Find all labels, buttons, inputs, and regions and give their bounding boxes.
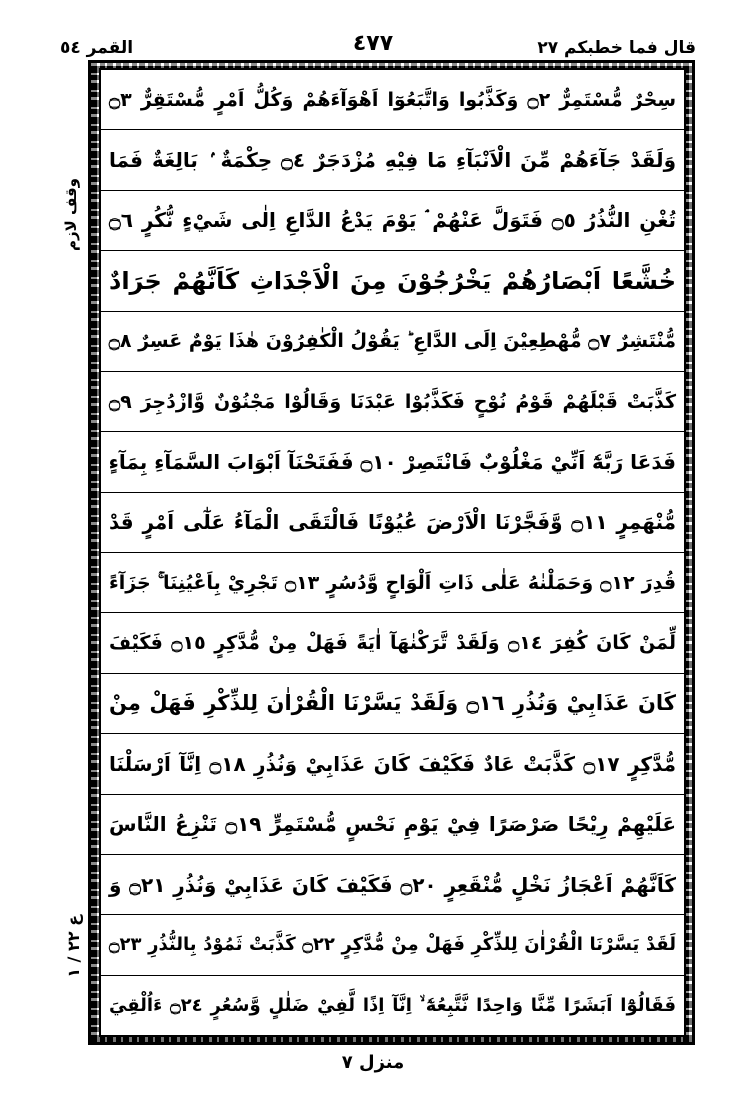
- text-line: [101, 432, 684, 492]
- text-block: [99, 68, 686, 1037]
- text-line: [101, 251, 684, 311]
- juz-title: قال فما خطبكم ٢٧: [537, 38, 696, 58]
- verse-text: قُدِرَ ۝١٢ وَحَمَلْنٰهُ عَلٰى ذَاتِ اَلْوَاحٍ وَّدُسُرٍ ۝١٣ تَجْرِيْ بِاَعْيُنِنَا ۚ جَزَآءً: [109, 571, 677, 594]
- text-line: [101, 372, 684, 432]
- text-line: [101, 855, 684, 915]
- text-line: [101, 312, 684, 372]
- waqf-margin-note: وقف لازم: [62, 178, 80, 252]
- verse-text: تُغْنِ النُّذُرُ ۝٥ فَتَوَلَّ عَنْهُمْ ۘ يَوْمَ يَدْعُ الدَّاعِ اِلٰى شَيْءٍ نُّكُرٍ ۝٦: [109, 208, 676, 233]
- verse-text: كَانَ عَذَابِيْ وَنُذُرِ ۝١٦ وَلَقَدْ يَسَّرْنَا الْقُرْاٰنَ لِلذِّكْرِ فَهَلْ مِنْ: [109, 691, 676, 716]
- manzil-label: منزل ٧: [341, 1052, 405, 1073]
- verse-text: كَذَّبَتْ قَبْلَهُمْ قَوْمُ نُوْحٍ فَكَذَّبُوْا عَبْدَنَا وَقَالُوْا مَجْنُوْنٌ وَّازْدُجِرَ ۝٩: [109, 390, 676, 413]
- verse-text: لِّمَنْ كَانَ كُفِرَ ۝١٤ وَلَقَدْ تَّرَكْنٰهَآ اٰيَةً فَهَلْ مِنْ مُّدَّكِرٍ ۝١٥ فَكَيْفَ: [109, 632, 676, 655]
- verse-text: فَقَالُوْٓا اَبَشَرًا مِّنَّا وَاحِدًا نَّتَّبِعُهٗٓ ۙ اِنَّآ اِذًا لَّفِيْ ضَلٰلٍ وَّسُعُرٍ ۝٢٤ ءَاُلْقِيَ: [109, 994, 676, 1016]
- verse-text: عَلَيْهِمْ رِيْحًا صَرْصَرًا فِيْ يَوْمِ نَحْسٍ مُّسْتَمِرٍّ ۝١٩ تَنْزِعُ النَّاسَ: [109, 812, 676, 837]
- text-line: [101, 795, 684, 855]
- verse-text: فَدَعَا رَبَّهٗٓ اَنِّيْ مَغْلُوْبٌ فَانْتَصِرْ ۝١٠ فَفَتَحْنَآ اَبْوَابَ السَّمَآءِ بِمَآءٍ: [108, 449, 676, 474]
- verse-text: مُّنْتَشِرٌ ۝٧ مُّهْطِعِيْنَ اِلَى الدَّاعِ ؕ يَقُوْلُ الْكٰفِرُوْنَ هٰذَا يَوْمٌ عَسِرٌ ۝٨: [108, 330, 676, 353]
- ruku-marker: ع ٢٢ / ١: [64, 915, 83, 978]
- text-line: [101, 130, 684, 190]
- verse-text: لَقَدْ يَسَّرْنَا الْقُرْاٰنَ لِلذِّكْرِ فَهَلْ مِنْ مُّدَّكِرٍ ۝٢٢ كَذَّبَتْ ثَمُوْدُ بِالنُّذُرِ ۝٢٣: [109, 934, 676, 956]
- verse-text: كَاَنَّهُمْ اَعْجَازُ نَخْلٍ مُّنْقَعِرٍ ۝٢٠ فَكَيْفَ كَانَ عَذَابِيْ وَنُذُرِ ۝٢١ وَ: [109, 872, 676, 897]
- page-number: ٤٧٧: [352, 31, 394, 56]
- text-line: [101, 70, 684, 130]
- text-line: [101, 191, 684, 251]
- verse-text: سِحْرٌ مُّسْتَمِرٌّ ۝٢ وَكَذَّبُوا وَاتَّبَعُوٓا اَهْوَآءَهُمْ وَكُلُّ اَمْرٍ مُّسْتَقِرٌّ ۝٣: [109, 88, 677, 111]
- text-line: [101, 493, 684, 553]
- verse-text: خُشَّعًا اَبْصَارُهُمْ يَخْرُجُوْنَ مِنَ الْاَجْدَاثِ كَاَنَّهُمْ جَرَادٌ: [109, 266, 676, 295]
- text-line: [101, 553, 684, 613]
- surah-title: القمر ٥٤: [60, 38, 134, 58]
- text-line: [101, 915, 684, 975]
- text-line: [101, 976, 684, 1035]
- verse-text: وَلَقَدْ جَآءَهُمْ مِّنَ الْاَنْبَآءِ مَا فِيْهِ مُزْدَجَرٌ ۝٤ حِكْمَةٌ ۢ بَالِغَةٌ فَمَا: [109, 148, 677, 173]
- text-line: [101, 674, 684, 734]
- text-line: [101, 734, 684, 794]
- text-line: [101, 613, 684, 673]
- verse-text: مُّدَّكِرٍ ۝١٧ كَذَّبَتْ عَادٌ فَكَيْفَ كَانَ عَذَابِيْ وَنُذُرِ ۝١٨ اِنَّآ اَرْسَلْنَا: [109, 751, 676, 776]
- verse-text: مُّنْهَمِرٍ ۝١١ وَّفَجَّرْنَا الْاَرْضَ عُيُوْنًا فَالْتَقَى الْمَآءُ عَلٰٓى اَمْرٍ قَدْ: [109, 510, 676, 535]
